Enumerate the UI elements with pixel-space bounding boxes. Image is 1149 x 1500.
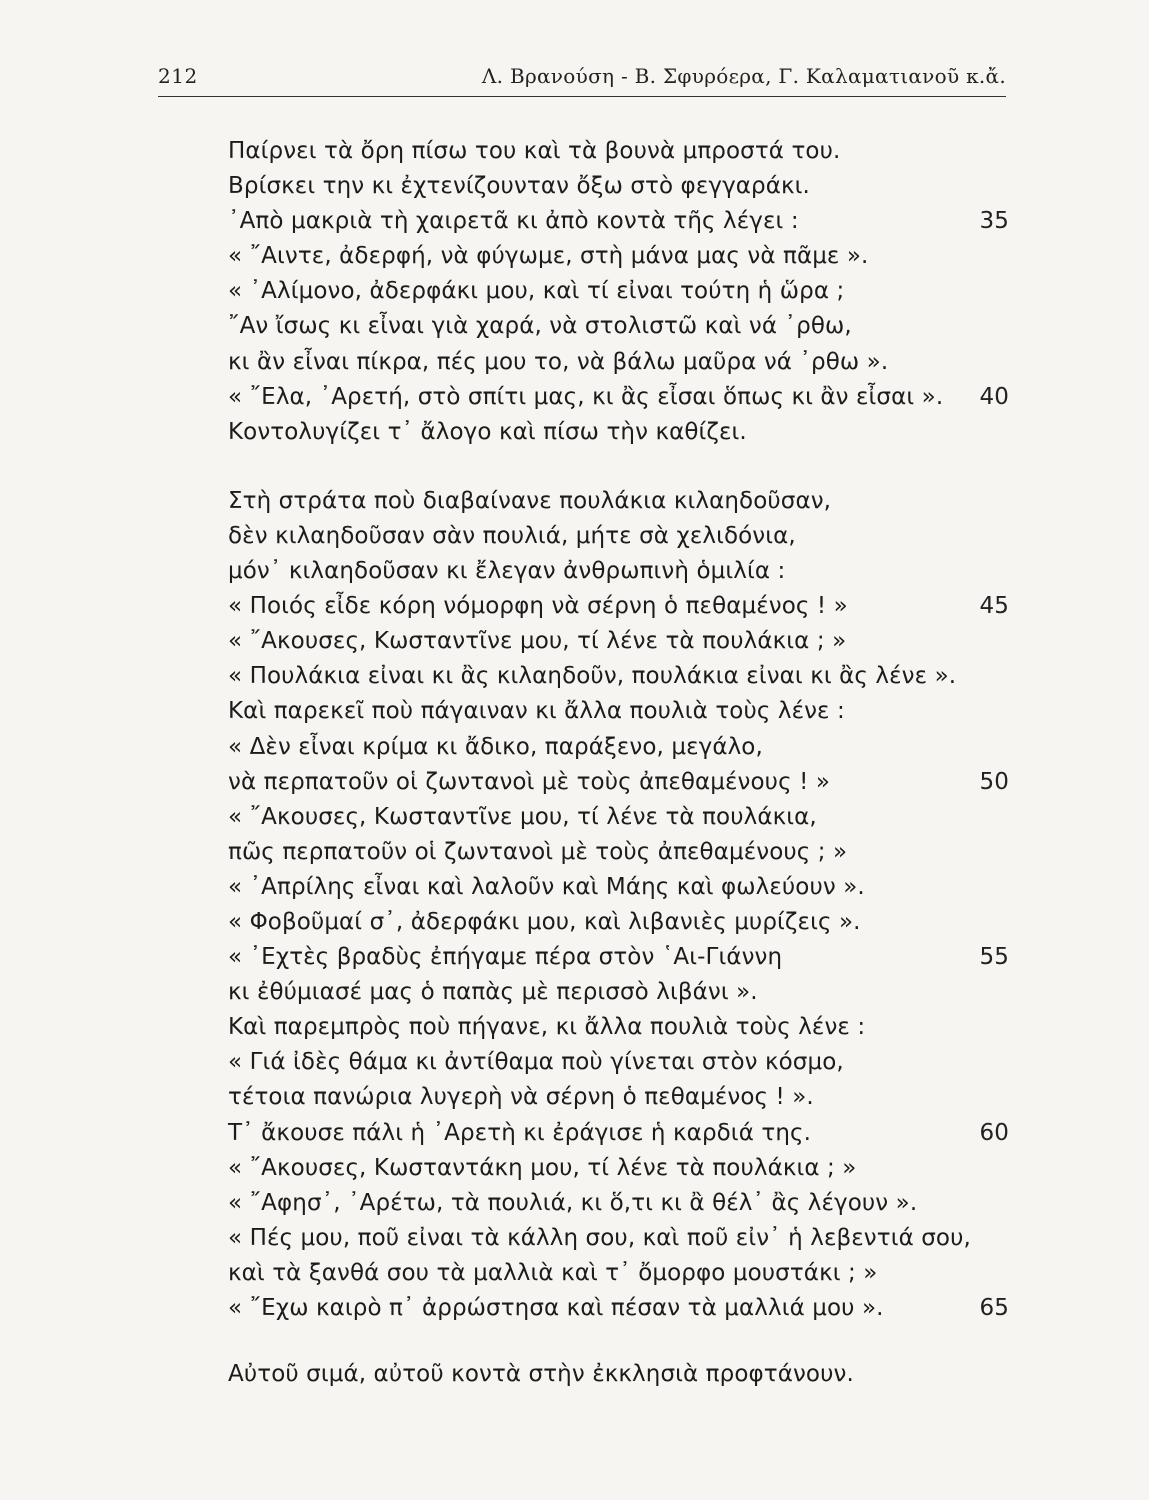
line-number: 55 [979, 944, 1009, 971]
line-number: 45 [979, 593, 1009, 620]
verse-line [228, 940, 1018, 975]
poem-body [228, 134, 1018, 1392]
verse-text: « ῎Εχω καιρὸ π᾿ ἀρρώστησα καὶ πέσαν τὰ μαλλιά μου ». [228, 1295, 884, 1321]
verse-text: Καὶ παρεμπρὸς ποὺ πήγανε, κι ἄλλα πουλιὰ τοὺς λένε : [228, 1014, 866, 1041]
verse-text: « Γιά ἰδὲς θάμα κι ἀντίθαμα ποὺ γίνεται στὸν κόσμο, [228, 1049, 844, 1076]
verse-text: ᾿Απὸ μακριὰ τὴ χαιρετᾶ κι ἀπὸ κοντὰ τῆς λέγει : [228, 208, 799, 235]
verse-text: « Φοβοῦμαί σ᾿, ἀδερφάκι μου, καὶ λιβανιὲς μυρίζεις ». [228, 908, 861, 935]
verse-line [228, 765, 1018, 800]
line-number: 50 [979, 768, 1009, 795]
verse-line [228, 1291, 1018, 1326]
verse-line [228, 554, 1018, 589]
verse-line [228, 624, 1018, 659]
verse-line [228, 169, 1018, 204]
verse-text: « Πές μου, ποῦ εἰναι τὰ κάλλη σου, καὶ ποῦ εἰν᾿ ἡ λεβεντιά σου, [228, 1224, 971, 1251]
stanza-gap [228, 450, 1018, 484]
verse-line [228, 589, 1018, 624]
verse-line [228, 415, 1018, 450]
verse-line [228, 1010, 1018, 1045]
running-title: Λ. Βρανούση - Β. Σφυρόερα, Γ. Καλαματιανοῦ κ.ἄ. [481, 64, 1006, 88]
verse-line [228, 134, 1018, 169]
verse-text: Καὶ παρεκεῖ ποὺ πάγαιναν κι ἄλλα πουλιὰ τοὺς λένε : [228, 698, 845, 725]
verse-line [228, 730, 1018, 765]
verse-text: « ῎Αιντε, ἀδερφή, νὰ φύγωμε, στὴ μάνα μας νὰ πᾶμε ». [228, 243, 869, 270]
verse-text: « ᾿Εχτὲς βραδὺς ἐπήγαμε πέρα στὸν ῾Αι-Γιάννη [228, 944, 783, 971]
verse-line [228, 659, 1018, 694]
verse-line [228, 870, 1018, 905]
line-number: 35 [979, 208, 1009, 235]
verse-line [228, 1151, 1018, 1186]
verse-text: « Ποιός εἶδε κόρη νόμορφη νὰ σέρνη ὁ πεθαμένος ! » [228, 593, 848, 620]
line-number: 65 [979, 1295, 1009, 1321]
verse-line [228, 274, 1018, 309]
verse-text: πῶς περπατοῦν οἱ ζωντανοὶ μὲ τοὺς ἀπεθαμένους ; » [228, 838, 848, 865]
verse-text: δὲν κιλαηδοῦσαν σὰν πουλιά, μήτε σὰ χελιδόνια, [228, 522, 796, 549]
line-number: 60 [979, 1119, 1009, 1146]
verse-line [228, 835, 1018, 870]
verse-text: « ᾿Απρίλης εἶναι καὶ λαλοῦν καὶ Μάης καὶ φωλεύουν ». [228, 873, 865, 900]
verse-text: νὰ περπατοῦν οἱ ζωντανοὶ μὲ τοὺς ἀπεθαμένους ! » [228, 768, 830, 795]
verse-line [228, 309, 1018, 344]
verse-text: « ῎Ελα, ᾿Αρετή, στὸ σπίτι μας, κι ἂς εἶσαι ὅπως κι ἂν εἶσαι ». [228, 383, 944, 410]
verse-text: « Πουλάκια εἰναι κι ἂς κιλαηδοῦν, πουλάκια εἰναι κι ἂς λένε ». [228, 663, 957, 690]
verse-line [228, 380, 1018, 415]
verse-line [228, 694, 1018, 729]
page-header [158, 62, 1006, 98]
verse-text: « Δὲν εἶναι κρίμα κι ἄδικο, παράξενο, μεγάλο, [228, 733, 763, 760]
verse-text: Τ᾿ ἄκουσε πάλι ἡ ᾿Αρετὴ κι ἐράγισε ἡ καρδιά της. [228, 1119, 812, 1146]
verse-line [228, 519, 1018, 554]
verse-line [228, 1221, 1018, 1256]
verse-line [228, 905, 1018, 940]
verse-line [228, 1080, 1018, 1115]
stanza-gap [228, 1326, 1018, 1357]
verse-line [228, 484, 1018, 519]
verse-line [228, 239, 1018, 274]
verse-line [228, 975, 1018, 1010]
verse-text: Αὐτοῦ σιμά, αὐτοῦ κοντὰ στὴν ἐκκλησιὰ προφτάνουν. [228, 1361, 854, 1388]
verse-text: « ᾿Αλίμονο, ἀδερφάκι μου, καὶ τί εἰναι τούτη ἡ ὥρα ; [228, 278, 845, 305]
verse-text: τέτοια πανώρια λυγερὴ νὰ σέρνη ὁ πεθαμένος ! ». [228, 1084, 814, 1111]
verse-text: Βρίσκει την κι ἐχτενίζουνταν ὄξω στὸ φεγγαράκι. [228, 173, 810, 200]
verse-line [228, 1256, 1018, 1291]
verse-text: « ῎Αφησ᾿, ᾿Αρέτω, τὰ πουλιά, κι ὅ,τι κι ἂ θέλ᾿ ἂς λέγουν ». [228, 1189, 918, 1216]
verse-line [228, 1357, 1018, 1392]
verse-line [228, 345, 1018, 380]
verse-text: Κοντολυγίζει τ᾿ ἄλογο καὶ πίσω τὴν καθίζει. [228, 418, 747, 445]
verse-line [228, 1186, 1018, 1221]
verse-line [228, 800, 1018, 835]
verse-text: « ῎Ακουσες, Κωσταντῖνε μου, τί λένε τὰ πουλάκια ; » [228, 628, 847, 655]
verse-text: ῎Αν ἴσως κι εἶναι γιὰ χαρά, νὰ στολιστῶ καὶ νά ᾿ρθω, [228, 313, 852, 340]
verse-text: « ῎Ακουσες, Κωσταντάκη μου, τί λένε τὰ πουλάκια ; » [228, 1154, 857, 1181]
verse-text: κι ἐθύμιασέ μας ὁ παπὰς μὲ περισσὸ λιβάνι ». [228, 979, 758, 1006]
page-number: 212 [158, 64, 198, 88]
verse-text: « ῎Ακουσες, Κωσταντῖνε μου, τί λένε τὰ πουλάκια, [228, 803, 817, 830]
verse-line [228, 1045, 1018, 1080]
verse-text: κι ἂν εἶναι πίκρα, πές μου το, νὰ βάλω μαῦρα νά ᾿ρθω ». [228, 348, 889, 375]
verse-text: Παίρνει τὰ ὄρη πίσω του καὶ τὰ βουνὰ μπροστά του. [228, 138, 841, 164]
verse-text: μόν᾿ κιλαηδοῦσαν κι ἔλεγαν ἀνθρωπινὴ ὁμιλία : [228, 558, 786, 585]
verse-text: καὶ τὰ ξανθά σου τὰ μαλλιὰ καὶ τ᾿ ὄμορφο μουστάκι ; » [228, 1259, 878, 1286]
line-number: 40 [979, 383, 1009, 410]
verse-line [228, 1116, 1018, 1151]
header-rule [158, 96, 1006, 97]
verse-line [228, 204, 1018, 239]
verse-text: Στὴ στράτα ποὺ διαβαίνανε πουλάκια κιλαηδοῦσαν, [228, 487, 832, 514]
